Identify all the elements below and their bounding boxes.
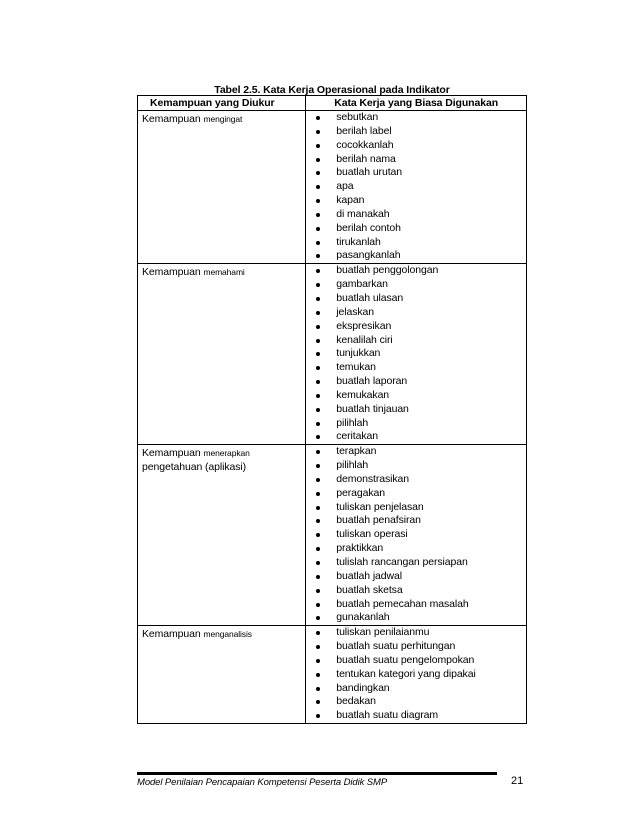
verbs-cell <box>306 445 527 626</box>
ability-cell <box>138 445 306 626</box>
header-common-verbs: Kata Kerja yang Biasa Digunakan <box>306 96 527 111</box>
verb-list-item: demonstrasikan <box>316 473 526 487</box>
verb-list-item: buatlah penafsiran <box>316 514 526 528</box>
verb-list-item: kapan <box>316 194 526 208</box>
verb-list-item: tirukanlah <box>316 236 526 250</box>
verb-list-item: buatlah urutan <box>316 166 526 180</box>
table-body <box>138 111 527 724</box>
verb-list-item: tuliskan operasi <box>316 528 526 542</box>
verb-list-item: kemukakan <box>316 389 526 403</box>
verb-list-item: buatlah suatu perhitungan <box>316 640 526 654</box>
verb-list-item: cocokkanlah <box>316 139 526 153</box>
verb-list-item: buatlah ulasan <box>316 292 526 306</box>
ability-label-main: Kemampuan <box>142 266 201 279</box>
verb-list <box>306 626 526 723</box>
operational-verbs-table <box>137 95 527 724</box>
ability-cell <box>138 626 306 724</box>
ability-label-main: Kemampuan <box>142 113 201 125</box>
footer-title: Model Penilaian Pencapaian Kompetensi Peserta Didik SMP <box>137 777 388 788</box>
verb-list-item: berilah label <box>316 125 526 139</box>
verb-list-item: tuliskan penilaianmu <box>316 626 526 640</box>
ability-cell <box>138 111 306 264</box>
header-measured-ability: Kemampuan yang Diukur <box>138 96 306 111</box>
verb-list-item: buatlah suatu diagram <box>316 709 526 723</box>
verbs-cell <box>306 111 527 264</box>
table-row <box>138 264 527 445</box>
verb-list-item: temukan <box>316 361 526 375</box>
verb-list-item: pasangkanlah <box>316 249 526 263</box>
verb-list-item: apa <box>316 180 526 194</box>
verb-list <box>306 264 526 444</box>
ability-label-line2: pengetahuan (aplikasi) <box>142 461 247 474</box>
verb-list-item: ekspresikan <box>316 320 526 334</box>
table-row <box>138 111 527 264</box>
verbs-cell <box>306 264 527 445</box>
verb-list-item: pilihlah <box>316 459 526 473</box>
verbs-cell <box>306 626 527 724</box>
verb-list-item: tentukan kategori yang dipakai <box>316 668 526 682</box>
verb-list-item: buatlah penggolongan <box>316 264 526 278</box>
verb-list-item: berilah contoh <box>316 222 526 236</box>
verb-list-item: buatlah sketsa <box>316 584 526 598</box>
verb-list-item: terapkan <box>316 445 526 459</box>
ability-label <box>138 626 305 641</box>
footer-rule <box>137 772 497 775</box>
page-number: 21 <box>511 775 524 787</box>
verb-list-item: ceritakan <box>316 430 526 444</box>
verb-list-item: tulislah rancangan persiapan <box>316 556 526 570</box>
verb-list-item: bedakan <box>316 695 526 709</box>
verb-list-item: gambarkan <box>316 278 526 292</box>
ability-label-sub: mengingat <box>203 114 243 124</box>
ability-label <box>138 445 305 474</box>
verb-list-item: buatlah tinjauan <box>316 403 526 417</box>
verb-list-item: pilihlah <box>316 417 526 431</box>
verb-list <box>306 111 526 263</box>
ability-label-sub: memahami <box>203 267 245 278</box>
ability-label-main: Kemampuan <box>142 447 201 460</box>
ability-label-sub: menganalisis <box>203 629 252 640</box>
verb-list-item: peragakan <box>316 487 526 501</box>
verb-list-item: sebutkan <box>316 111 526 125</box>
table-row <box>138 626 527 724</box>
verb-list-item: buatlah jadwal <box>316 570 526 584</box>
ability-label-main: Kemampuan <box>142 628 201 641</box>
verb-list-item: kenalilah ciri <box>316 334 526 348</box>
verb-list-item: gunakanlah <box>316 611 526 625</box>
verb-list-item: di manakah <box>316 208 526 222</box>
ability-cell <box>138 264 306 445</box>
verb-list-item: buatlah suatu pengelompokan <box>316 654 526 668</box>
verb-list-item: buatlah pemecahan masalah <box>316 598 526 612</box>
table-header-row <box>138 96 527 111</box>
verb-list-item: jelaskan <box>316 306 526 320</box>
table-caption: Tabel 2.5. Kata Kerja Operasional pada Indikator <box>214 84 450 96</box>
verb-list <box>306 445 526 625</box>
verb-list-item: buatlah laporan <box>316 375 526 389</box>
verb-list-item: tunjukkan <box>316 347 526 361</box>
ability-label-sub: menerapkan <box>203 448 250 459</box>
table-row <box>138 445 527 626</box>
verb-list-item: berilah nama <box>316 153 526 167</box>
ability-label <box>138 264 305 279</box>
verb-list-item: praktikkan <box>316 542 526 556</box>
verb-list-item: tuliskan penjelasan <box>316 501 526 515</box>
ability-label <box>138 111 305 126</box>
verb-list-item: bandingkan <box>316 682 526 696</box>
